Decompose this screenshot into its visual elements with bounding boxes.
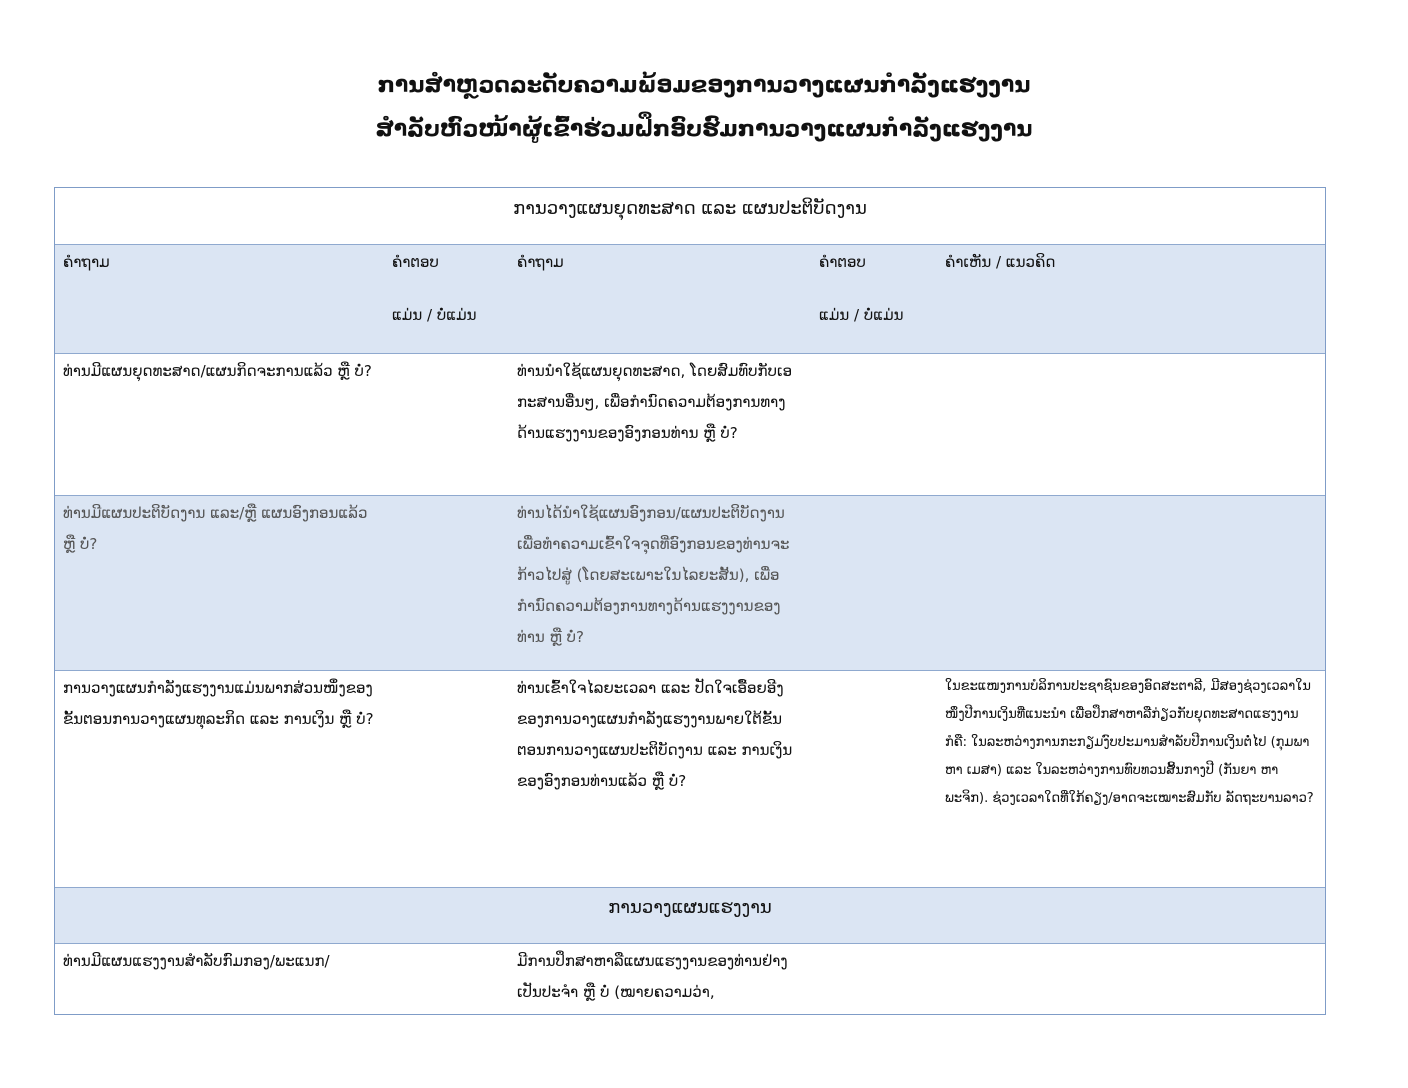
document-title-line-2: ສຳລັບຫົວໜ້າຜູ້ເຂົ້າຮ່ວມຝຶກອົບຮົມການວາງແຜນກຳລັງແຮງງານ	[375, 117, 1033, 142]
document-title-line-1: ການສຳຫຼວດລະດັບຄວາມພ້ອມຂອງການວາງແຜນກຳລັງແຮງງານ	[377, 73, 1031, 98]
assessment-table	[54, 187, 1326, 1015]
header-answer-1-options: ແມ່ນ / ບໍ່ແມ່ນ	[392, 306, 477, 324]
section-header-workforce-planning	[55, 888, 1325, 944]
document-title-block	[0, 64, 1408, 152]
row-3-question-2: ທ່ານເຂົ້າໃຈໄລຍະເວລາ ແລະ ປັດໃຈເອື້ອຍອີງຂອງການວາງແຜນກຳລັງແຮງງານພາຍໃຕ້ຂັ້ນຕອນການວາງແຜນປະຕິບັດງານ ແລະ ການເງິນຂອງອົງກອນທ່ານແລ້ວ ຫຼື ບໍ່?	[517, 679, 793, 790]
table-header-row	[55, 245, 1325, 354]
row-4-question-1: ທ່ານມີແຜນແຮງງານສຳລັບກົມກອງ/ພະແນກ/	[63, 952, 330, 970]
header-answer-1	[392, 245, 507, 331]
header-answer-2-label: ຄຳຕອບ	[819, 253, 866, 271]
row-1-question-2: ທ່ານນຳໃຊ້ແຜນຍຸດທະສາດ, ໂດຍສົມທົບກັບເອກະສານອື່ນໆ, ເພື່ອກຳນົດຄວາມຕ້ອງການທາງດ້ານແຮງງານຂອງອົງກອນທ່ານ ຫຼື ບໍ່?	[517, 362, 793, 442]
header-answer-2-options: ແມ່ນ / ບໍ່ແມ່ນ	[819, 306, 904, 324]
row-2-question-1: ທ່ານມີແຜນປະຕິບັດງານ ແລະ/ຫຼື ແຜນອົງກອນແລ້ວ ຫຼື ບໍ່?	[63, 504, 368, 553]
row-3-question-1: ການວາງແຜນກຳລັງແຮງງານແມ່ນພາກສ່ວນໜຶ່ງຂອງຂັ້ນຕອນການວາງແຜນທຸລະກິດ ແລະ ການເງິນ ຫຼື ບໍ່?	[63, 679, 374, 728]
table-row	[55, 944, 1325, 1015]
section-header-strategic-planning	[55, 188, 1325, 245]
table-row	[55, 496, 1325, 671]
header-question-2: ຄຳຖາມ	[517, 253, 564, 271]
header-question-1: ຄຳຖາມ	[63, 253, 110, 271]
table-row	[55, 354, 1325, 496]
header-comment: ຄຳເຫັນ / ແນວຄິດ	[945, 253, 1056, 271]
section-title: ການວາງແຜນຍຸດທະສາດ ແລະ ແຜນປະຕິບັດງານ	[513, 198, 867, 219]
table-row	[55, 671, 1325, 888]
row-2-question-2: ທ່ານໄດ້ນຳໃຊ້ແຜນອົງກອນ/ແຜນປະຕິບັດງານເພື່ອທຳຄວາມເຂົ້າໃຈຈຸດທີ່ອົງກອນຂອງທ່ານຈະກ້າວໄປສູ່ (ໂດຍສະເພາະໃນໄລຍະສັ້ນ), ເພື່ອກຳນົດຄວາມຕ້ອງການທາງດ້ານແຮງງານຂອງທ່ານ ຫຼື ບໍ່?	[517, 504, 790, 646]
row-4-question-2: ມີການປຶກສາຫາລືແຜນແຮງງານຂອງທ່ານຢ່າງເປັນປະຈຳ ຫຼື ບໍ່ (ໝາຍຄວາມວ່າ,	[517, 952, 788, 1001]
row-1-question-1: ທ່ານມີແຜນຍຸດທະສາດ/ແຜນກິດຈະການແລ້ວ ຫຼື ບໍ່?	[63, 362, 372, 380]
header-answer-2	[819, 245, 939, 331]
header-answer-1-label: ຄຳຕອບ	[392, 253, 439, 271]
section-title: ການວາງແຜນແຮງງານ	[608, 897, 772, 918]
row-3-comment: ໃນຂະແໜງການບໍລິການປະຊາຊົນຂອງອົດສະຕາລີ, ມີສອງຊ່ວງເວລາໃນໜຶ່ງປີການເງິນທີ່ແນະນຳ ເພື່ອປຶກສາຫາລືກ່ຽວກັບຍຸດທະສາດແຮງງານກໍຄື: ໃນລະຫວ່າງການກະກຽມງົບປະມານສຳລັບປີການເງິນຕໍ່ໄປ (ກຸມພາ ຫາ ເມສາ) ແລະ ໃນລະຫວ່າງການທົບທວນສິ້ນກາງປີ (ກັນຍາ ຫາ ພະຈິກ). ຊ່ວງເວລາໃດທີ່ໃກ້ຄຽງ/ອາດຈະເໝາະສົມກັບ ລັດຖະບານລາວ?	[945, 679, 1314, 806]
